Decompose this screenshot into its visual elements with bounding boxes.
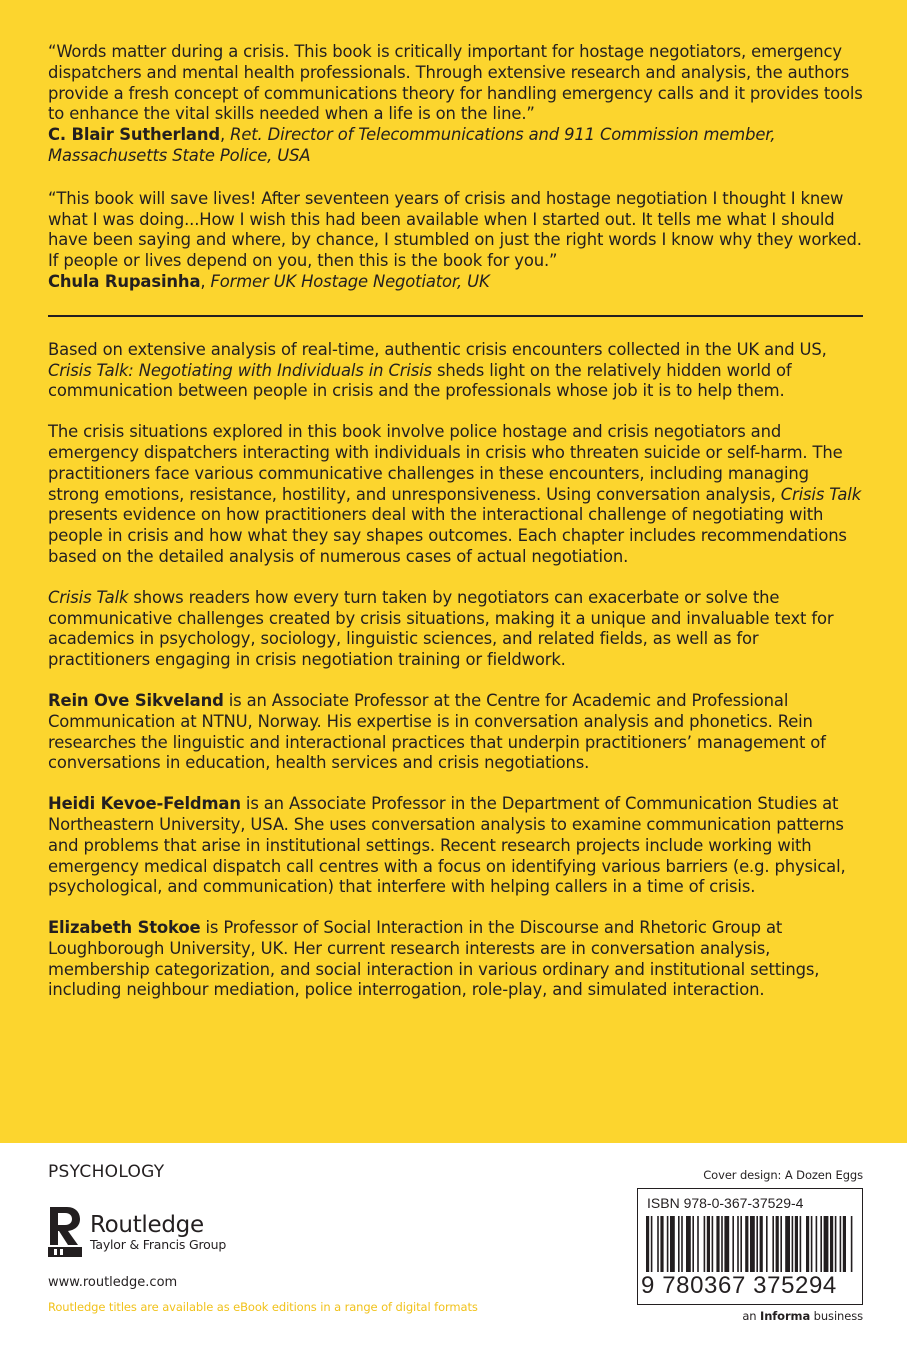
barcode-bar (651, 1216, 653, 1272)
barcode-bar (704, 1216, 706, 1272)
author-name: Heidi Kevoe-Feldman (48, 794, 241, 814)
description-paragraph-1: Based on extensive analysis of real-time, authentic crisis encounters collected in the UK and US, Crisis Talk: Negotiating with Individuals in Crisis sheds light on the relatively hidden world of communication between people in crisis and the professionals whose job it is to help them. (48, 339, 827, 401)
barcode-bar (646, 1216, 649, 1272)
barcode-bar (756, 1216, 758, 1272)
informa-brand: Informa (760, 1309, 811, 1323)
book-title: Crisis Talk: Negotiating with Individuals in Crisis (48, 360, 432, 380)
quote-2-attribution: Chula Rupasinha, Former UK Hostage Negotiator, UK (48, 271, 490, 291)
subject-category: PSYCHOLOGY (48, 1162, 165, 1182)
routledge-r-logo-icon (48, 1207, 82, 1257)
barcode-bar (740, 1216, 742, 1272)
barcode-bar (824, 1216, 829, 1272)
barcode-bar (667, 1216, 669, 1272)
barcode-bar (760, 1216, 763, 1272)
barcode-bar (732, 1216, 734, 1272)
quote-2-text: “This book will save lives! After seventeen years of crisis and hostage negotiation I thought I knew what I was doing...How I wish this had been available when I started out. It tells me what I should have been saying and where, by chance, I stumbled on just the right words I know why they worked. If people or lives depend on you, then this is the book for you.” (48, 188, 862, 271)
cover-design-credit: Cover design: A Dozen Eggs (703, 1168, 863, 1182)
barcode-bar (745, 1216, 748, 1272)
quote-1-role: Ret. Director of Telecommunications and 911 Commission member, Massachusetts State Police, USA (48, 125, 776, 165)
barcode-bar (737, 1216, 739, 1272)
barcode-bar (681, 1216, 683, 1272)
barcode-bar (712, 1216, 714, 1272)
barcode-number: 9 780367 375294 (641, 1272, 837, 1299)
barcode-bar (750, 1216, 755, 1272)
logo-wordmark (90, 1213, 226, 1252)
barcode-bar (724, 1216, 729, 1272)
description-paragraph-2: The crisis situations explored in this book involve police hostage and crisis negotiators and emergency dispatchers interacting with individuals in crisis who threaten suicide or self-harm. The practitioners face various communicative challenges in these encounters, including managing strong emotions, resistance, hostility, and unresponsiveness. Using conversation analysis, Crisis Talk presents evidence on how practitioners deal with the interactional challenge of negotiating with people in crisis and how what they say shapes outcomes. Each chapter includes recommendations based on the detailed analysis of numerous cases of actual negotiation. (48, 422, 862, 566)
barcode-bar (686, 1216, 691, 1272)
divider-rule (48, 315, 863, 317)
quote-2-role: Former UK Hostage Negotiator, UK (210, 271, 490, 291)
barcode-bar (707, 1216, 710, 1272)
barcode-block (637, 1168, 863, 1323)
description-paragraph-3: Crisis Talk shows readers how every turn taken by negotiators can exacerbate or solve the communicative challenges created by crisis situations, making it a unique and invaluable text for academics in psychology, sociology, linguistic sciences, and related fields, as well as for practitioners engaging in crisis negotiation training or fieldwork. (48, 587, 834, 670)
book-short-title: Crisis Talk (48, 587, 129, 607)
ebook-note: Routledge titles are available as eBook editions in a range of digital formats (48, 1300, 478, 1314)
quote-1-text: “Words matter during a crisis. This book is critically important for hostage negotiators, emergency dispatchers and mental health professionals. Through extensive research and analysis, the authors provide a fresh concept of communications theory for handling emergency calls and it provides tools to enhance the vital skills needed when a life is on the line.” (48, 42, 863, 124)
publisher-name: Routledge (90, 1211, 204, 1238)
barcode-bar (851, 1216, 853, 1272)
barcode-bar (800, 1216, 802, 1272)
barcode-bars (646, 1216, 854, 1272)
quote-1-attribution: C. Blair Sutherland, Ret. Director of Telecommunications and 911 Commission member, Massachusetts State Police, USA (48, 125, 776, 165)
barcode-bar (806, 1216, 809, 1272)
publisher-website: www.routledge.com (48, 1275, 178, 1290)
barcode-bar (816, 1216, 818, 1272)
barcode-bar (820, 1216, 822, 1272)
routledge-logo (48, 1207, 226, 1257)
quote-1-author: C. Blair Sutherland (48, 125, 220, 145)
author-bio-3: Elizabeth Stokoe is Professor of Social Interaction in the Discourse and Rhetoric Group at Loughborough University, UK. Her current research interests are in conversation analysis, membership categorization, and social interaction in various ordinary and institutional settings, including neighbour mediation, police interrogation, role-play, and simulated interaction. (48, 918, 820, 1000)
barcode-bar (772, 1216, 774, 1272)
barcode-bar (716, 1216, 719, 1272)
barcode-bar (780, 1216, 782, 1272)
barcode-bar (692, 1216, 694, 1272)
barcode-bar (830, 1216, 833, 1272)
barcode-bar (843, 1216, 846, 1272)
publisher-group: Taylor & Francis Group (90, 1236, 227, 1252)
barcode-bar (766, 1216, 768, 1272)
barcode-bar (697, 1216, 699, 1272)
isbn-text: ISBN 978-0-367-37529-4 (647, 1195, 804, 1211)
barcode-bar (776, 1216, 779, 1272)
back-cover-content (48, 42, 863, 1021)
barcode-bar (785, 1216, 790, 1272)
barcode-box (637, 1188, 863, 1305)
informa-business-line: an Informa business (742, 1309, 863, 1323)
barcode-bar (657, 1216, 659, 1272)
barcode-bar (721, 1216, 723, 1272)
publisher-block (48, 1162, 226, 1290)
barcode-bar (670, 1216, 675, 1272)
barcode-bar (792, 1216, 794, 1272)
author-name: Elizabeth Stokoe (48, 918, 201, 938)
barcode-bar (811, 1216, 813, 1272)
barcode-bar (840, 1216, 842, 1272)
quote-2-author: Chula Rupasinha (48, 271, 201, 291)
author-bio-2: Heidi Kevoe-Feldman is an Associate Professor in the Department of Communication Studies at Northeastern University, USA. She uses conversation analysis to examine communication patterns and problems that arise in institutional settings. Recent research projects include working with emergency medical dispatch call centres with a focus on identifying various barriers (e.g. physical, psychological, and communication) that interfere with helping callers in a time of crisis. (48, 794, 846, 897)
barcode-bar (678, 1216, 680, 1272)
author-bio-1: Rein Ove Sikveland is an Associate Professor at the Centre for Academic and Professional Communication at NTNU, Norway. His expertise is in conversation analysis and phonetics. Rein researches the linguistic and interactional practices that underpin practitioners’ management of conversations in education, health services and crisis negotiations. (48, 690, 826, 773)
book-short-title: Crisis Talk (780, 484, 862, 504)
barcode-bar (660, 1216, 663, 1272)
barcode-bar (795, 1216, 798, 1272)
barcode-bar (835, 1216, 837, 1272)
author-name: Rein Ove Sikveland (48, 690, 224, 710)
